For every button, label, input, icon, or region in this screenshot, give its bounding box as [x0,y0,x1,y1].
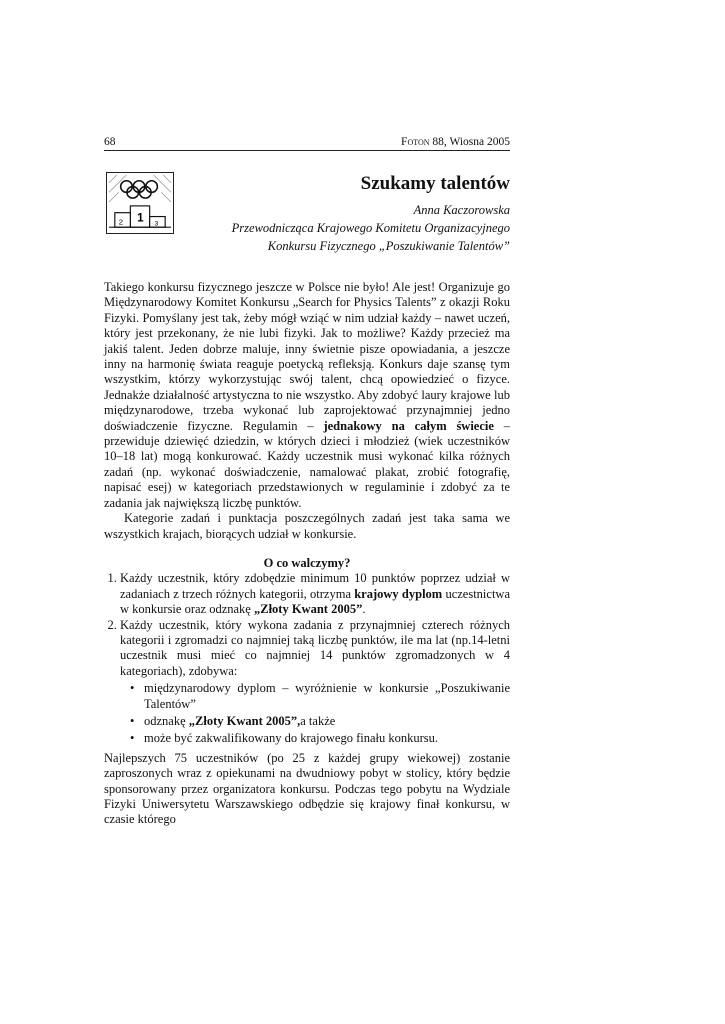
article-body [104,280,510,828]
intro-text-a: Takiego konkursu fizycznego jeszcze w Polsce nie było! Ale jest! Organizuje go Międzynarodowy Komitet Konkursu „Search for Physics Talents” z okazji Roku Fizyki. Pomyślany jest tak, żeby mógł wziąć w nim udział każdy – nawet uczeń, który jest przekonany, że nie lubi fizyki. Jak to możliwe? Każdy przecież ma jakiś talent. Jeden dobrze maluje, inny świetnie pisze opowiadania, a jeszcze inny na harmonię świata reaguje poetycką refleksją. Konkurs daje szansę tym wszystkim, którzy wykorzystując swój talent, chcą opowiedzieć o fizyce. Jednakże działalność artystyczna to nie wszystko. Aby zdobyć laury krajowe lub międzynarodowe, trzeba wykonać lub zaprojektować przynajmniej jedno doświadczenie fizyczne. Regulamin – [104,280,510,433]
closing-paragraph: Najlepszych 75 uczestników (po 25 z każdej grupy wiekowej) zostanie zaproszonych wraz z opiekunami na dwudniowy pobyt w stolicy, który będzie sponsorowany przez organizatora konkursu. Podczas tego pobytu na Wydziale Fizyki Uniwersytetu Warszawskiego odbędzie się krajowy finał konkursu, w czasie którego [104,750,510,827]
page-number: 68 [104,136,116,148]
bullet-item-2-text-b: a także [300,713,336,728]
prize-item-1-text-c: . [362,602,366,617]
intro-bold-phrase: jednakowy na całym świecie [323,418,494,433]
author-affiliation-line2: Konkursu Fizycznego „Poszukiwanie Talentów” [267,239,510,253]
article-title: Szukamy talentów [360,173,510,194]
bullet-item-1-text: międzynarodowy dyplom – wyróżnienie w konkursie „Poszukiwanie Talentów” [144,681,510,711]
prize-item-1 [120,571,510,617]
prize-item-2 [120,618,510,747]
prize-item-1-bold-2: „Złoty Kwant 2005” [253,602,363,617]
bullet-item-2-bold: „Złoty Kwant 2005”, [188,713,301,728]
podium-label-third: 3 [154,220,159,228]
intro-paragraph-2: Kategorie zadań i punktacja poszczególnych zadań jest taka sama we wszystkich krajach, biorących udział w konkursie. [104,511,510,541]
page-content [104,136,510,828]
bullet-icon: • [130,731,135,746]
podium-label-first: 1 [137,211,144,225]
prize-list [104,571,510,746]
bullet-item-2 [130,713,510,729]
running-head [104,136,510,151]
bullet-item-3-text: może być zakwalifikowany do krajowego finału konkursu. [144,731,439,746]
prize-item-2-text: Każdy uczestnik, który wykona zadania z przynajmniej czterech różnych kategorii i zgromadzi co najmniej taką liczbę punktów, ile ma lat (np.14-letni uczestnik musi mieć co najmniej 14 punktów zgromadzonych w 4 kategoriach), zdobywa: [120,617,510,678]
section-heading: O co walczymy? [263,555,351,570]
title-column [232,172,510,255]
intro-paragraph-1 [104,280,510,511]
prize-item-1-bold-1: krajowy dyplom [354,586,443,601]
journal-info [401,136,510,148]
bullet-item-2-text-a: odznakę [144,713,189,728]
prize-bullet-list [120,681,510,747]
author-affiliation-line1: Przewodnicząca Krajowego Komitetu Organizacyjnego [231,221,510,235]
article-header [104,172,510,280]
journal-issue: 88, Wiosna 2005 [429,136,510,148]
prize-item-1-text-b: uczestnictwa w konkursie oraz odznakę [120,586,510,617]
prize-item-1-text-a: Każdy uczestnik, który zdobędzie minimum 10 punktów poprzez udział w zadaniach z trzech różnych kategorii, otrzyma [120,571,510,601]
author-name: Anna Kaczorowska [413,203,510,217]
bullet-item-3 [130,731,510,746]
bullet-item-1 [130,681,510,712]
podium-label-second: 2 [118,217,124,227]
bullet-icon: • [130,681,135,696]
journal-name: Foton [401,136,430,148]
bullet-icon: • [130,713,135,728]
podium-illustration [107,173,173,233]
intro-text-b: – przewiduje dziewięć dziedzin, w których dzieci i młodzież (wiek uczestników 10–18 lat) mogą konkurować. Każdy uczestnik musi wykonać kilka różnych zadań (np. wykonać doświadczenie, namalować plakat, zrobić fotografię, napisać esej) w kategoriach przedstawionych w regulaminie i zdobyć za te zadania jak największą liczbę punktów. [104,418,511,510]
olympic-podium-logo [106,172,174,234]
